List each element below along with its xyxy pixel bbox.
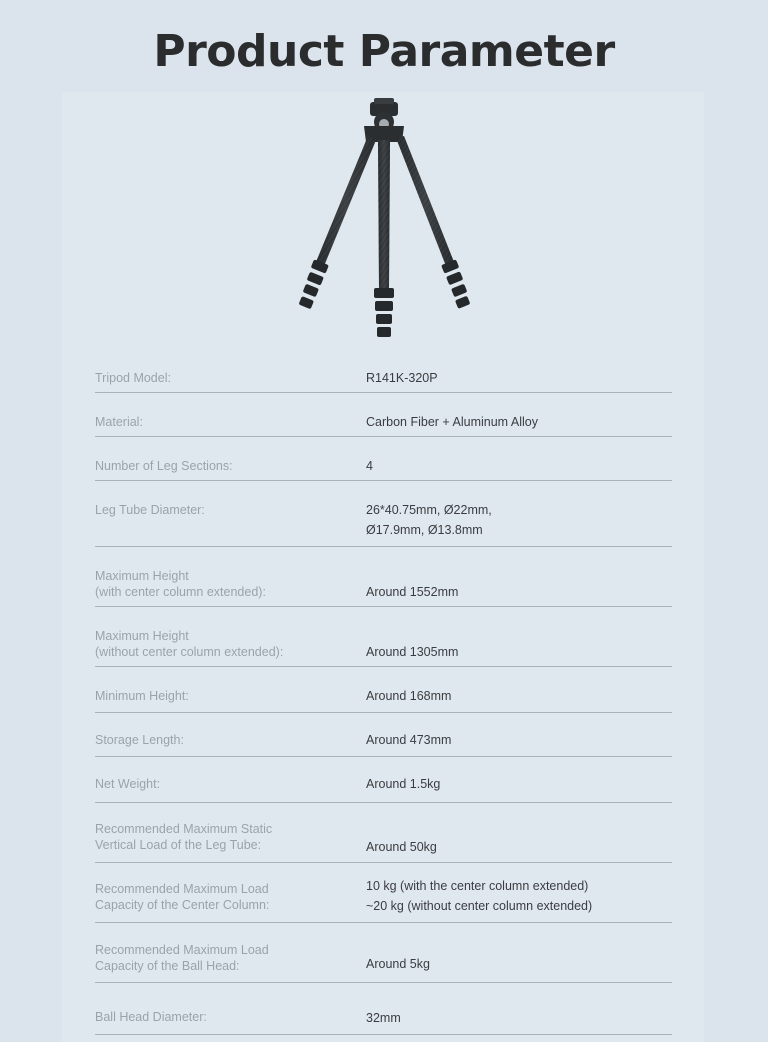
spec-label: Ball Head Diameter: (95, 1010, 207, 1024)
spec-value: 4 (366, 459, 373, 473)
spec-row-max-height-extended (95, 566, 672, 607)
tripod-illustration-icon (286, 98, 482, 342)
spec-label: Recommended Maximum Load Capacity of the Ball Head: (95, 943, 269, 973)
spec-row-net-weight (95, 774, 672, 803)
spec-label: Number of Leg Sections: (95, 459, 233, 473)
spec-label: Maximum Height (with center column extended): (95, 569, 266, 599)
spec-value: 10 kg (with the center column extended) ~20 kg (without center column extended) (366, 879, 593, 913)
spec-value: Around 1.5kg (366, 777, 441, 791)
spec-row-storage-length (95, 730, 672, 757)
spec-value: Around 5kg (366, 957, 430, 971)
spec-value: Carbon Fiber + Aluminum Alloy (366, 415, 538, 429)
spec-value: Around 1305mm (366, 645, 459, 659)
spec-value: Around 50kg (366, 840, 437, 854)
spec-row-material (95, 412, 672, 437)
spec-row-load-center-column (95, 876, 672, 923)
spec-label: Maximum Height (without center column extended): (95, 629, 284, 659)
spec-label: Net Weight: (95, 777, 161, 791)
spec-row-tripod-model (95, 368, 672, 393)
spec-label: Tripod Model: (95, 371, 171, 385)
spec-label: Leg Tube Diameter: (95, 503, 205, 517)
spec-row-min-height (95, 686, 672, 713)
spec-value: R141K-320P (366, 371, 438, 385)
spec-label: Storage Length: (95, 733, 184, 747)
spec-row-max-height-not-extended (95, 626, 672, 667)
spec-value: Around 473mm (366, 733, 452, 747)
page-title: Product Parameter (153, 26, 615, 77)
spec-label: Material: (95, 415, 143, 429)
spec-label: Recommended Maximum Static Vertical Load of the Leg Tube: (95, 822, 273, 852)
spec-row-load-ball-head (95, 940, 672, 983)
spec-value: 26*40.75mm, Ø22mm, Ø17.9mm, Ø13.8mm (366, 503, 492, 537)
spec-value: Around 168mm (366, 689, 452, 703)
spec-label: Recommended Maximum Load Capacity of the Center Column: (95, 882, 270, 912)
spec-row-static-load-leg-tube (95, 820, 672, 863)
spec-value: 32mm (366, 1011, 401, 1025)
spec-label: Minimum Height: (95, 689, 189, 703)
spec-value: Around 1552mm (366, 585, 459, 599)
spec-row-leg-tube-diameter (95, 500, 672, 547)
spec-row-leg-sections (95, 456, 672, 481)
spec-row-ball-head-diameter (95, 1008, 672, 1035)
